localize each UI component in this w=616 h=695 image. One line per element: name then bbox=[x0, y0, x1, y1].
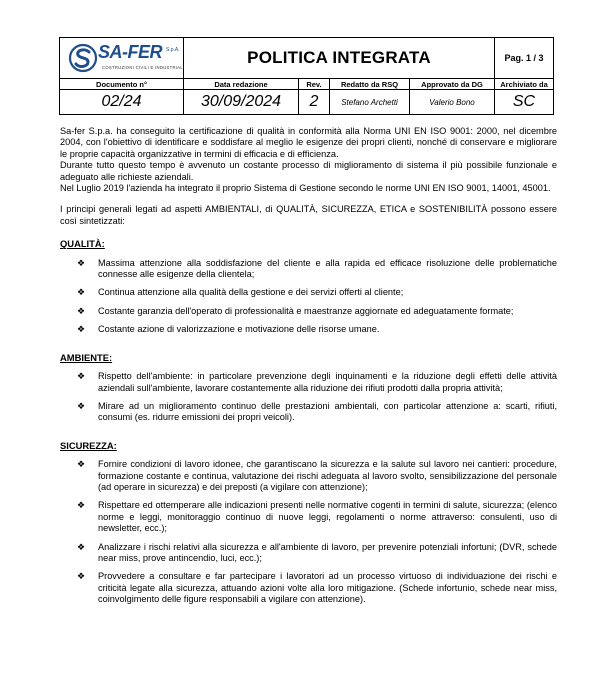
principles-intro: I principi generali legati ad aspetti AMBIENTALI, di QUALITÀ, SICUREZZA, ETICA e SOSTENIBILITÀ possono essere così sintetizzati: bbox=[60, 204, 557, 226]
diamond-bullet-icon: ❖ bbox=[77, 459, 86, 470]
list-item-text: Massima attenzione alla soddisfazione del cliente e alla rapida ed efficace risoluzione delle problematiche connesse alle esigenze della clientela; bbox=[98, 257, 557, 280]
section-title-ambiente: AMBIENTE: bbox=[60, 351, 113, 363]
intro-paragraph-1: Sa-fer S.p.a. ha conseguito la certificazione di qualità in conformità alla Norma UNI EN ISO 9001: 2000, nel dicembre 2004, con l'obiettivo di identificare e soddisfare al meglio le esigenze dei propri clienti, nonché di conservare e migliorare le proprie capacità organizzative in termini di efficacia e di efficienza. bbox=[60, 126, 557, 159]
header-top-row bbox=[60, 38, 553, 79]
label-approvato: Approvato da DG bbox=[410, 79, 495, 89]
diamond-bullet-icon: ❖ bbox=[77, 400, 86, 411]
diamond-bullet-icon: ❖ bbox=[77, 571, 86, 582]
list-item bbox=[60, 401, 557, 424]
value-redatto: Stefano Archetti bbox=[330, 90, 410, 114]
label-archiviato: Archiviato da bbox=[500, 79, 548, 89]
label-redatto: Redatto da RSQ bbox=[330, 79, 410, 89]
list-item bbox=[60, 306, 557, 317]
logo-mark-icon bbox=[68, 43, 98, 73]
company-logo bbox=[68, 41, 185, 75]
value-documento: 02/24 bbox=[60, 90, 184, 114]
list-item-text: Provvedere a consultare e far partecipare i lavoratori ad un processo virtuoso di individuazione dei rischi e criticità legate alla sicurezza, attuando azioni volte alla loro mitigazione. (Schede infortunio, schede near miss, coinvolgimento delle figure responsabili a vigilare con attenzione). bbox=[98, 571, 557, 605]
logo-suffix: S.p.A. bbox=[166, 47, 180, 53]
document-title: POLITICA INTEGRATA bbox=[184, 38, 495, 78]
diamond-bullet-icon: ❖ bbox=[77, 287, 86, 298]
list-item bbox=[60, 542, 557, 565]
list-qualita bbox=[60, 258, 557, 336]
logo-tagline: COSTRUZIONI CIVILI E INDUSTRIALI bbox=[102, 65, 185, 70]
document-body bbox=[60, 126, 557, 613]
header-values-row bbox=[60, 90, 553, 114]
list-item bbox=[60, 500, 557, 534]
section-title-sicurezza: SICUREZZA: bbox=[60, 439, 117, 451]
value-rev: 2 bbox=[299, 90, 330, 114]
page-number: Pag. 1 / 3 bbox=[504, 53, 544, 63]
diamond-bullet-icon: ❖ bbox=[77, 371, 86, 382]
list-sicurezza bbox=[60, 459, 557, 605]
logo-cell bbox=[60, 38, 184, 78]
list-item bbox=[60, 459, 557, 493]
label-documento: Documento n° bbox=[60, 79, 184, 89]
diamond-bullet-icon: ❖ bbox=[77, 324, 86, 335]
list-item-text: Costante azione di valorizzazione e motivazione delle risorse umane. bbox=[98, 324, 380, 335]
list-item-text: Mirare ad un miglioramento continuo delle prestazioni ambientali, con particolar attenzione a: scarti, rifiuti, consumi (es. ridurre emissioni dei propri veicoli). bbox=[98, 400, 557, 423]
list-item bbox=[60, 571, 557, 605]
list-item-text: Rispetto dell'ambiente: in particolare prevenzione degli inquinamenti e la riduzione degli effetti delle attività aziendali sull'ambiente, lavorare costantemente alla riduzione dei rifiuti prodotti dalla propria attività; bbox=[98, 371, 557, 393]
diamond-bullet-icon: ❖ bbox=[77, 257, 86, 268]
section-title-qualita: QUALITÀ: bbox=[60, 238, 105, 250]
intro-paragraph-2: Durante tutto questo tempo è avvenuto un costante processo di miglioramento di sistema il più possibile funzionale e adeguato alle richieste aziendali. bbox=[60, 160, 557, 182]
list-ambiente bbox=[60, 371, 557, 424]
list-item-text: Rispettare ed ottemperare alle indicazioni presenti nelle normative cogenti in termini di salute, sicurezza; (elenco norme e leggi, monitoraggio continuo di nuove leggi, regolamenti o norme attraverso: consulenti, uso di newsletter, ecc.); bbox=[98, 500, 557, 534]
list-item bbox=[60, 287, 557, 298]
diamond-bullet-icon: ❖ bbox=[77, 305, 86, 316]
value-archiviato: SC bbox=[512, 93, 536, 110]
list-item-text: Costante garanzia dell'operato di professionalità e maestranze aggiornate ed adeguatamente formate; bbox=[98, 305, 514, 316]
intro-paragraph-3: Nel Luglio 2019 l'azienda ha integrato il proprio Sistema di Gestione secondo le norme UNI EN ISO 9001, 14001, 45001. bbox=[60, 183, 551, 194]
logo-name: SA-FER bbox=[98, 42, 162, 62]
list-item-text: Analizzare i rischi relativi alla sicurezza e all'ambiente di lavoro, per prevenire potenziali infortuni; (DVR, schede near miss, prove antincendio, luci, ecc.); bbox=[98, 541, 557, 563]
list-item bbox=[60, 324, 557, 335]
diamond-bullet-icon: ❖ bbox=[77, 500, 86, 511]
document-header-table bbox=[59, 37, 554, 115]
list-item bbox=[60, 371, 557, 394]
label-data-redazione: Data redazione bbox=[184, 79, 299, 89]
label-rev: Rev. bbox=[299, 79, 330, 89]
value-approvato: Valerio Bono bbox=[410, 90, 495, 114]
header-labels-row bbox=[60, 79, 553, 90]
value-data-redazione: 30/09/2024 bbox=[184, 90, 299, 114]
diamond-bullet-icon: ❖ bbox=[77, 541, 86, 552]
list-item-text: Fornire condizioni di lavoro idonee, che garantiscano la sicurezza e la salute sul lavoro nei cantieri: procedure, formazione costante e continua, valutazione dei rischi adeguata al lavoro svolto, sensibilizzazione del personale (ad operare in sicurezza) e dei preposti (a vigilare con attenzione); bbox=[98, 459, 557, 492]
list-item bbox=[60, 258, 557, 281]
list-item-text: Continua attenzione alla qualità della gestione e dei servizi offerti al cliente; bbox=[98, 287, 404, 298]
